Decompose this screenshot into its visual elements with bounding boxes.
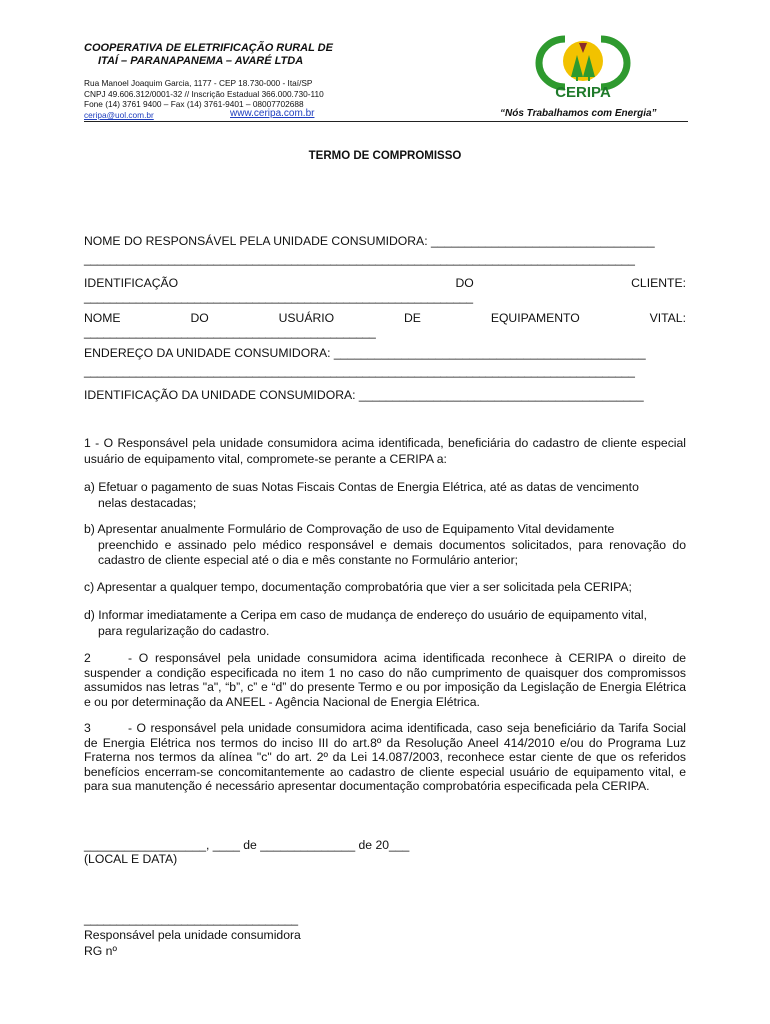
- org-links: [84, 110, 384, 120]
- word: DO: [455, 276, 474, 290]
- header-divider: [84, 121, 688, 122]
- field-identificacao-line: ____________________________________________________________: [84, 290, 473, 304]
- word: NOME: [84, 311, 121, 325]
- clause-number: 2: [84, 651, 91, 665]
- item-text: a) Efetuar o pagamento de suas Notas Fiscais Contas de Energia Elétrica, até as datas de vencimento: [84, 480, 639, 494]
- item-text-cont: para regularização do cadastro.: [98, 623, 270, 638]
- clause-3: [84, 721, 686, 794]
- date-label: (LOCAL E DATA): [84, 852, 178, 866]
- field-endereco: ENDEREÇO DA UNIDADE CONSUMIDORA: ______________________________________________: [84, 346, 646, 360]
- ceripa-logo: [535, 33, 631, 99]
- clause-2: [84, 651, 686, 709]
- organization-name: [84, 42, 333, 68]
- word: DO: [190, 311, 209, 325]
- field-identificacao-cliente: [84, 276, 686, 290]
- date-line: __________________, ____ de ______________ de 20___: [84, 838, 410, 852]
- field-nome-line: _____________________________________________: [84, 325, 376, 339]
- rg-label: RG nº: [84, 944, 117, 958]
- org-motto: “Nós Trabalhamos com Energia”: [500, 108, 657, 119]
- org-name-line2: ITAÍ – PARANAPANEMA – AVARÉ LTDA: [98, 55, 304, 67]
- list-item: [84, 580, 686, 596]
- list-item: [84, 608, 686, 639]
- item-text: d) Informar imediatamente a Ceripa em caso de mudança de endereço do usuário de equipamento vital,: [84, 608, 647, 622]
- word: DE: [404, 311, 421, 325]
- list-item: [84, 480, 686, 511]
- item-text: b) Apresentar anualmente Formulário de Comprovação de uso de Equipamento Vital devidamente: [84, 522, 615, 536]
- word: USUÁRIO: [278, 311, 335, 325]
- word: IDENTIFICAÇÃO: [84, 276, 179, 290]
- org-cnpj: CNPJ 49.606.312/0001-32 // Inscrição Estadual 366.000.730-110: [84, 88, 324, 99]
- org-name-line1: COOPERATIVA DE ELETRIFICAÇÃO RURAL DE: [84, 42, 333, 54]
- field-identificacao-unidade: IDENTIFICAÇÃO DA UNIDADE CONSUMIDORA: __________________________________________: [84, 388, 644, 402]
- item-text-cont: nelas destacadas;: [98, 495, 197, 510]
- logo-text: CERIPA: [555, 84, 611, 99]
- org-address: Rua Manoel Joaquim Garcia, 1177 - CEP 18.730-000 - Itaí/SP: [84, 78, 313, 88]
- list-item: [84, 522, 686, 569]
- email-link[interactable]: ceripa@uol.com.br: [84, 110, 154, 120]
- field-endereco-line: _____________________________________________________________________________________: [84, 364, 635, 378]
- signature-label: Responsável pela unidade consumidora: [84, 928, 301, 942]
- item-text: c) Apresentar a qualquer tempo, documentação comprobatória que vier a ser solicitada pela CERIPA;: [84, 580, 632, 594]
- signature-line: _________________________________: [84, 912, 298, 926]
- website-link[interactable]: www.ceripa.com.br: [230, 108, 315, 119]
- clause-text: - O responsável pela unidade consumidora acima identificada, caso seja beneficiário da Tarifa Social de Energia Elétrica nos termos do inciso III do art.8º da Resolução Aneel 414/2010 e/ou do Programa Luz Fraterna nos termos da alínea "c" do art. 2º da Lei 14.087/2003, reconhece estar ciente de que os referidos benefícios encerram-se concomitantemente ao cadastro de cliente especial usuário de equipamento vital, e para sua manutenção é necessário apresentar documentação comprobatória especificada pela CERIPA.: [84, 721, 686, 793]
- word: CLIENTE:: [631, 276, 686, 290]
- word: EQUIPAMENTO: [490, 311, 580, 325]
- word: VITAL:: [649, 311, 686, 325]
- item-text-cont: preenchido e assinado pelo médico responsável e demais documentos solicitados, para renovação do cadastro de cliente especial até o dia e mês constante no Formulário anterior;: [98, 537, 686, 567]
- field-nome-usuario: [84, 311, 686, 325]
- clause-number: 3: [84, 721, 91, 735]
- document-title: TERMO DE COMPROMISSO: [308, 150, 462, 162]
- field-responsavel-line: _____________________________________________________________________________________: [84, 252, 635, 266]
- org-contact-block: [84, 78, 324, 110]
- clause-text: - O responsável pela unidade consumidora acima identificada reconhece à CERIPA o direito de suspender a condição especificada no item 1 no caso do não cumprimento de quaisquer dos compromissos assumidos nas letras "a", “b”, c” e “d” do presente Termo e ou por imposição da Legislação de Energia Elétrica e ou por determinação da ANEEL - Agência Nacional de Energia Elétrica.: [84, 651, 686, 709]
- field-responsavel: NOME DO RESPONSÁVEL PELA UNIDADE CONSUMIDORA: _________________________________: [84, 234, 655, 248]
- org-phone: Fone (14) 3761 9400 – Fax (14) 3761-9401 – 08007702688: [84, 99, 304, 109]
- clause-1-intro: 1 - O Responsável pela unidade consumidora acima identificada, beneficiária do cadastro de cliente especial usuário de equipamento vital, compromete-se perante a CERIPA a:: [84, 436, 686, 466]
